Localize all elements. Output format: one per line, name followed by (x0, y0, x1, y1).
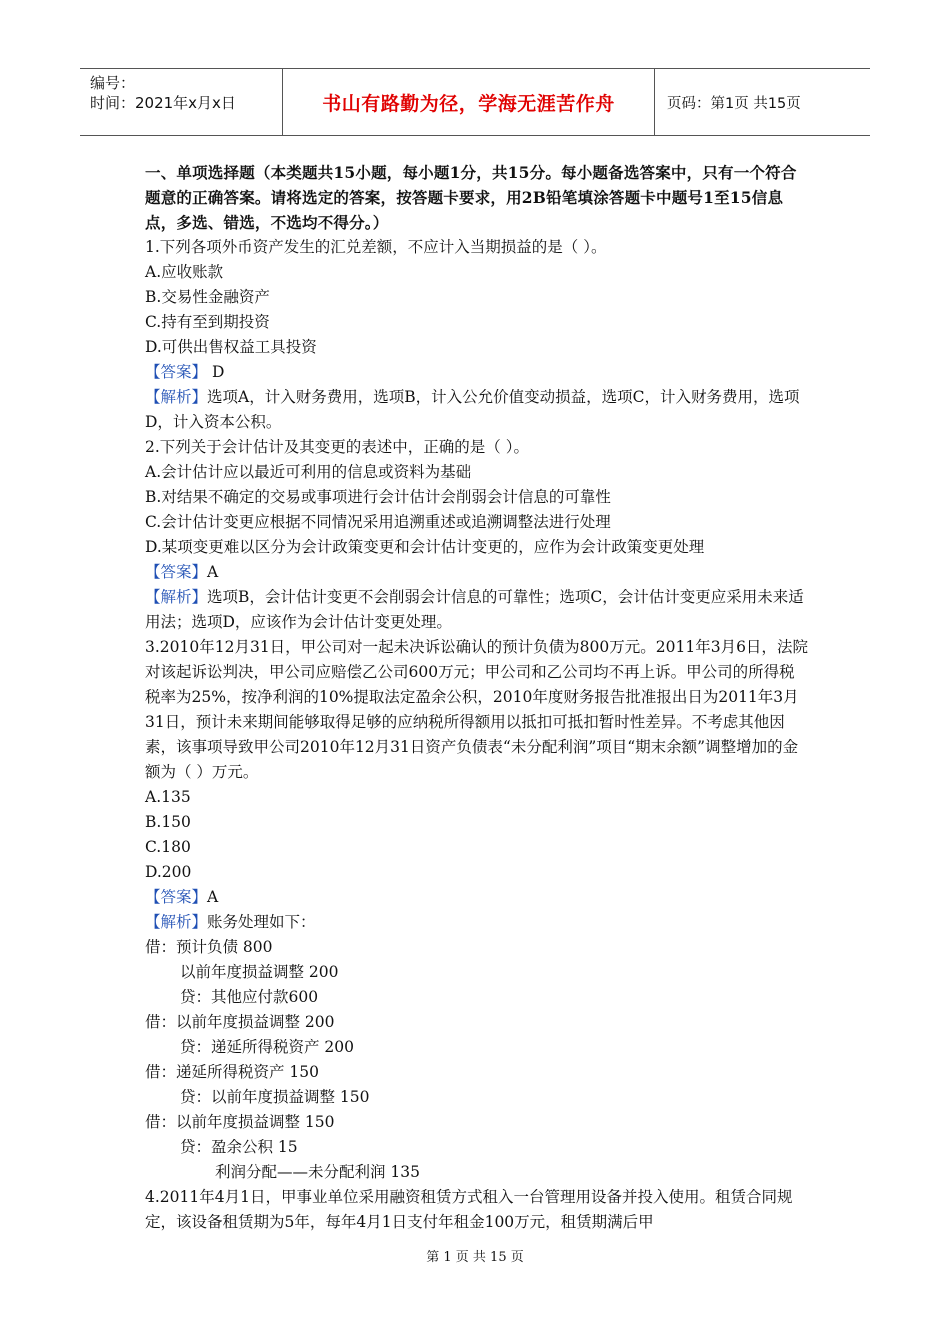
header-motto: 书山有路勤为径，学海无涯苦作舟 (322, 92, 615, 115)
question-3-option-c: C.180 (145, 838, 191, 856)
journal-entry-line: 贷：递延所得税资产 200 (180, 1038, 355, 1056)
question-3-option-b: B.150 (145, 813, 191, 831)
answer-value: A (207, 888, 219, 906)
document-body (145, 160, 810, 1235)
question-2-option-d: D.某项变更难以区分为会计政策变更和会计估计变更的，应作为会计政策变更处理 (145, 538, 705, 556)
question-4-stem: 4.2011年4月1日，甲事业单位采用融资租赁方式租入一台管理用设备并投入使用。租赁合同规定，该设备租赁期为5年，每年4月1日支付年租金100万元，租赁期满后甲 (145, 1188, 793, 1231)
answer-value: D (207, 363, 225, 381)
journal-entry-line: 贷：以前年度损益调整 150 (180, 1088, 370, 1106)
analysis-text: 账务处理如下： (207, 913, 316, 931)
question-2-option-c: C.会计估计变更应根据不同情况采用追溯重述或追溯调整法进行处理 (145, 513, 611, 531)
header-meta (80, 69, 282, 135)
journal-entry-line: 借：预计负债 800 (145, 938, 273, 956)
question-1-option-a: A.应收账款 (145, 263, 224, 281)
question-2-stem: 2.下列关于会计估计及其变更的表述中，正确的是（ ）。 (145, 438, 529, 456)
question-3-analysis (145, 910, 810, 935)
time-label: 时间：2021年x月x日 (90, 94, 236, 112)
journal-entry-line: 以前年度损益调整 200 (180, 963, 339, 981)
question-3-answer (145, 885, 810, 910)
journal-entry-line: 借：以前年度损益调整 150 (145, 1113, 335, 1131)
header-page-info: 页码：第1页 共15页 (667, 95, 801, 112)
answer-value: A (207, 563, 219, 581)
question-1-analysis (145, 385, 810, 435)
analysis-text: 选项A，计入财务费用，选项B，计入公允价值变动损益，选项C，计入财务费用，选项D，计入资本公积。 (145, 388, 800, 431)
question-2-analysis (145, 585, 810, 635)
question-3-stem: 3.2010年12月31日，甲公司对一起未决诉讼确认的预计负债为800万元。2011年3月6日，法院对该起诉讼判决，甲公司应赔偿乙公司600万元；甲公司和乙公司均不再上诉。甲公司的所得税税率为25%，按净利润的10%提取法定盈余公积，2010年度财务报告批准报出日为2011年3月31日，预计未来期间能够取得足够的应纳税所得额用以抵扣可抵扣暂时性差异。不考虑其他因素，该事项导致甲公司2010年12月31日资产负债表“未分配利润”项目“期末余额”调整增加的金额为（ ）万元。 (145, 638, 808, 781)
question-1-option-c: C.持有至到期投资 (145, 313, 270, 331)
answer-tag: 【答案】 (145, 888, 208, 906)
answer-tag: 【答案】 (145, 563, 208, 581)
analysis-text: 选项B，会计估计变更不会削弱会计信息的可靠性；选项C，会计估计变更应采用未来适用法；选项D，应该作为会计估计变更处理。 (145, 588, 804, 631)
journal-entry-line: 借：以前年度损益调整 200 (145, 1013, 335, 1031)
number-label: 编号： (90, 74, 136, 92)
header-motto-cell (282, 69, 655, 135)
question-1-option-d: D.可供出售权益工具投资 (145, 338, 317, 356)
journal-entry-line: 贷：盈余公积 15 (180, 1138, 298, 1156)
analysis-tag: 【解析】 (145, 588, 208, 606)
journal-entry-line: 借：递延所得税资产 150 (145, 1063, 320, 1081)
journal-entry-line: 贷：其他应付款600 (180, 988, 319, 1006)
section-title: 一、单项选择题（本类题共15小题，每小题1分，共15分。每小题备选答案中，只有一个符合题意的正确答案。请将选定的答案，按答题卡要求，用2B铅笔填涂答题卡中题号1至15信息点，多选、错选，不选均不得分。） (145, 163, 797, 232)
page-footer: 第 1 页 共 15 页 (426, 1250, 524, 1265)
question-3-option-a: A.135 (145, 788, 191, 806)
answer-tag: 【答案】 (145, 363, 208, 381)
page-header (80, 68, 870, 136)
question-1-stem: 1.下列各项外币资产发生的汇兑差额，不应计入当期损益的是（ ）。 (145, 238, 607, 256)
question-2-option-b: B.对结果不确定的交易或事项进行会计估计会削弱会计信息的可靠性 (145, 488, 611, 506)
question-3-option-d: D.200 (145, 863, 192, 881)
question-2-answer (145, 560, 810, 585)
question-1-answer (145, 360, 810, 385)
analysis-tag: 【解析】 (145, 913, 208, 931)
journal-entry-line: 利润分配——未分配利润 135 (215, 1163, 421, 1181)
question-2-option-a: A.会计估计应以最近可利用的信息或资料为基础 (145, 463, 472, 481)
analysis-tag: 【解析】 (145, 388, 208, 406)
question-1-option-b: B.交易性金融资产 (145, 288, 270, 306)
